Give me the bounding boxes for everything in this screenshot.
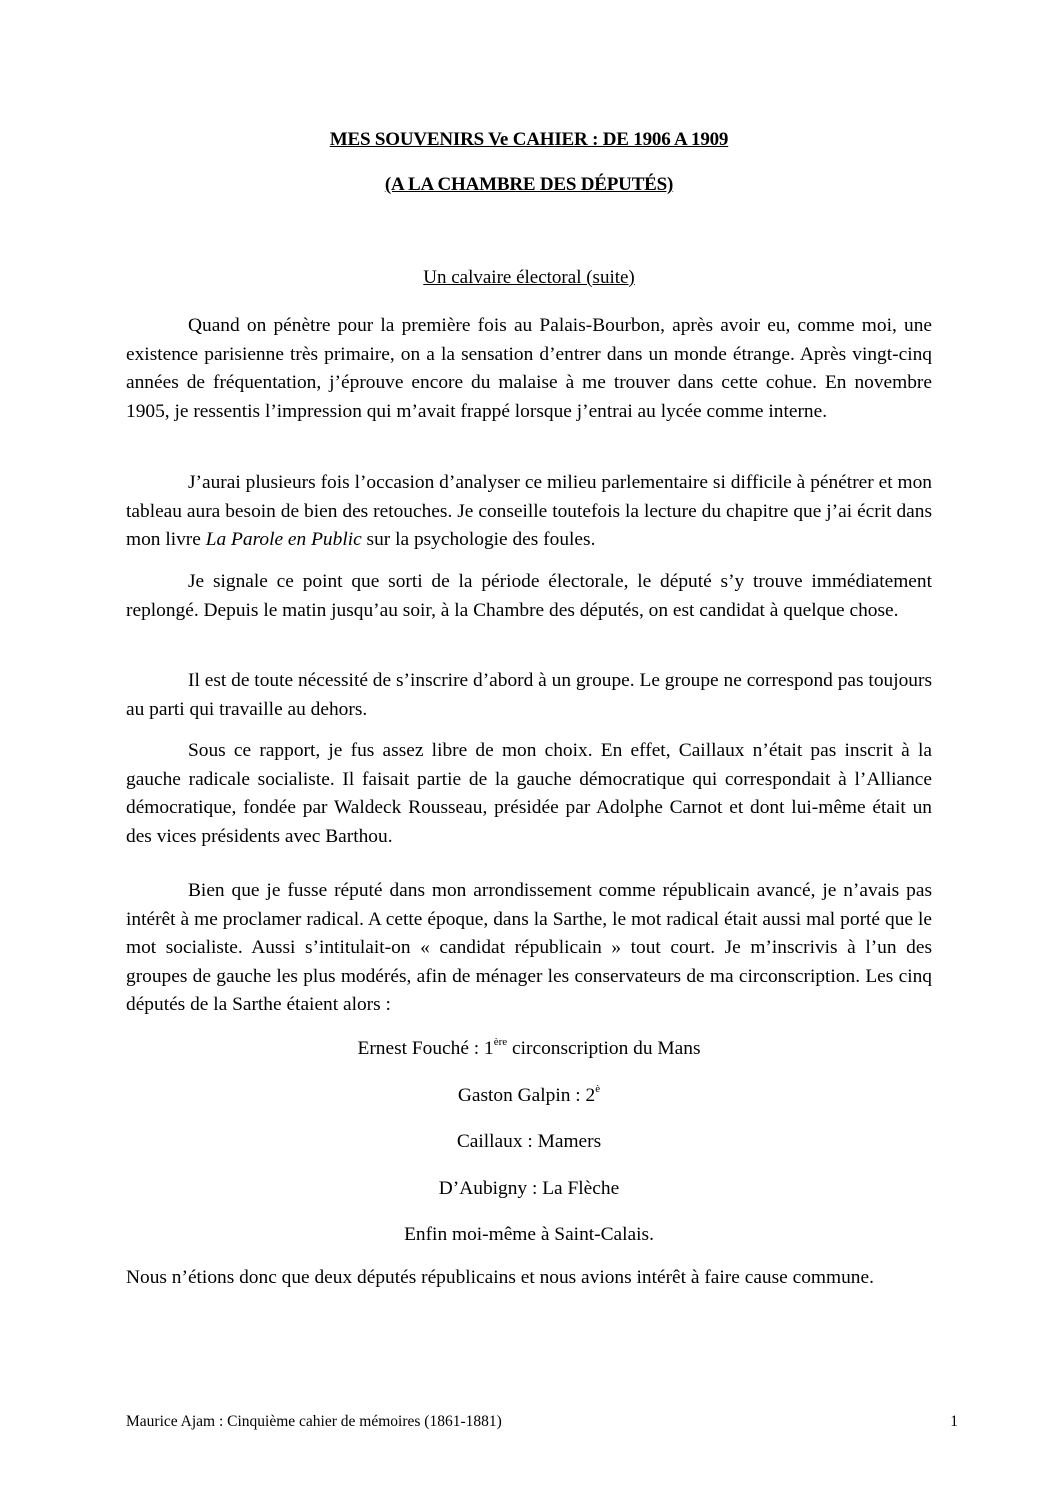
paragraph-5 bbox=[126, 737, 932, 851]
page-number: 1 bbox=[950, 1413, 958, 1430]
paragraph-7 bbox=[126, 1264, 932, 1293]
paragraph-text: Quand on pénètre pour la première fois au Palais-Bourbon, après avoir eu, comme moi, une existence parisienne très primaire, on a la sensation d’entrer dans un monde étrange. Après vingt-cinq années de fréquentation, j’éprouve encore du malaise à me trouver dans cette cohue. En novembre 1905, je ressentis l’impression qui m’avait frappé lorsque j’entrai au lycée comme interne. bbox=[126, 315, 932, 422]
paragraph-4 bbox=[126, 667, 932, 724]
paragraph-text: Sous ce rapport, je fus assez libre de mon choix. En effet, Caillaux n’était pas inscrit à la gauche radicale socialiste. Il faisait partie de la gauche démocratique qui correspondait à l’Alliance démocratique, fondée par Waldeck Rousseau, présidée par Adolphe Carnot et dont lui-même était un des vices présidents avec Barthou. bbox=[126, 740, 932, 847]
document-subtitle: (A LA CHAMBRE DES DÉPUTÉS) bbox=[384, 174, 674, 195]
paragraph-1 bbox=[126, 312, 932, 426]
paragraph-text-part: J’aurai plusieurs fois l’occasion d’analyser ce milieu parlementaire si difficile à pénétrer et mon tableau aura besoin de bien des retouches. Je conseille toutefois la lecture du chapitre que j’ai écrit dans mon livre bbox=[126, 472, 932, 551]
paragraph-text: Nous n’étions donc que deux députés républicains et nous avions intérêt à faire cause commune. bbox=[126, 1267, 874, 1288]
deputy-line bbox=[0, 1224, 1058, 1246]
deputy-text: Ernest Fouché : 1 bbox=[357, 1038, 494, 1059]
footer-text: Maurice Ajam : Cinquième cahier de mémoires (1861-1881) bbox=[126, 1413, 502, 1430]
paragraph-text: Il est de toute nécessité de s’inscrire d’abord à un groupe. Le groupe ne correspond pas toujours au parti qui travaille au dehors. bbox=[126, 670, 932, 720]
ordinal-suffix: ère bbox=[493, 1035, 508, 1048]
deputy-line bbox=[0, 1131, 1058, 1153]
paragraph-text: Bien que je fusse réputé dans mon arrondissement comme républicain avancé, je n’avais pas intérêt à me proclamer radical. A cette époque, dans la Sarthe, le mot radical était aussi mal porté que le mot socialiste. Aussi s’intitulait-on « candidat républicain » tout court. Je m’inscrivis à l’un des groupes de gauche les plus modérés, afin de ménager les conservateurs de ma circonscription. Les cinq députés de la Sarthe étaient alors : bbox=[126, 880, 932, 1016]
deputy-line bbox=[0, 1178, 1058, 1200]
deputy-text: circonscription du Mans bbox=[507, 1038, 701, 1059]
deputy-text: Enfin moi-même à Saint-Calais. bbox=[404, 1224, 654, 1245]
deputy-text: Gaston Galpin : 2 bbox=[457, 1085, 596, 1106]
ordinal-suffix: è bbox=[595, 1082, 601, 1095]
paragraph-2 bbox=[126, 469, 932, 555]
section-title: Un calvaire électoral (suite) bbox=[423, 267, 635, 288]
deputy-line bbox=[0, 1035, 1058, 1060]
paragraph-text-part: sur la psychologie des foules. bbox=[361, 529, 596, 551]
document-title: MES SOUVENIRS Ve CAHIER : DE 1906 A 1909 bbox=[329, 129, 729, 150]
book-title: La Parole en Public bbox=[205, 529, 362, 551]
paragraph-text: Je signale ce point que sorti de la période électorale, le député s’y trouve immédiatement replongé. Depuis le matin jusqu’au soir, à la Chambre des députés, on est candidat à quelque chose. bbox=[126, 571, 932, 621]
deputy-line bbox=[0, 1082, 1058, 1107]
deputy-text: Caillaux : Mamers bbox=[456, 1131, 602, 1152]
paragraph-3 bbox=[126, 568, 932, 625]
deputy-text: D’Aubigny : La Flèche bbox=[438, 1178, 620, 1199]
paragraph-6 bbox=[126, 877, 932, 1020]
paragraph-text bbox=[126, 469, 932, 555]
